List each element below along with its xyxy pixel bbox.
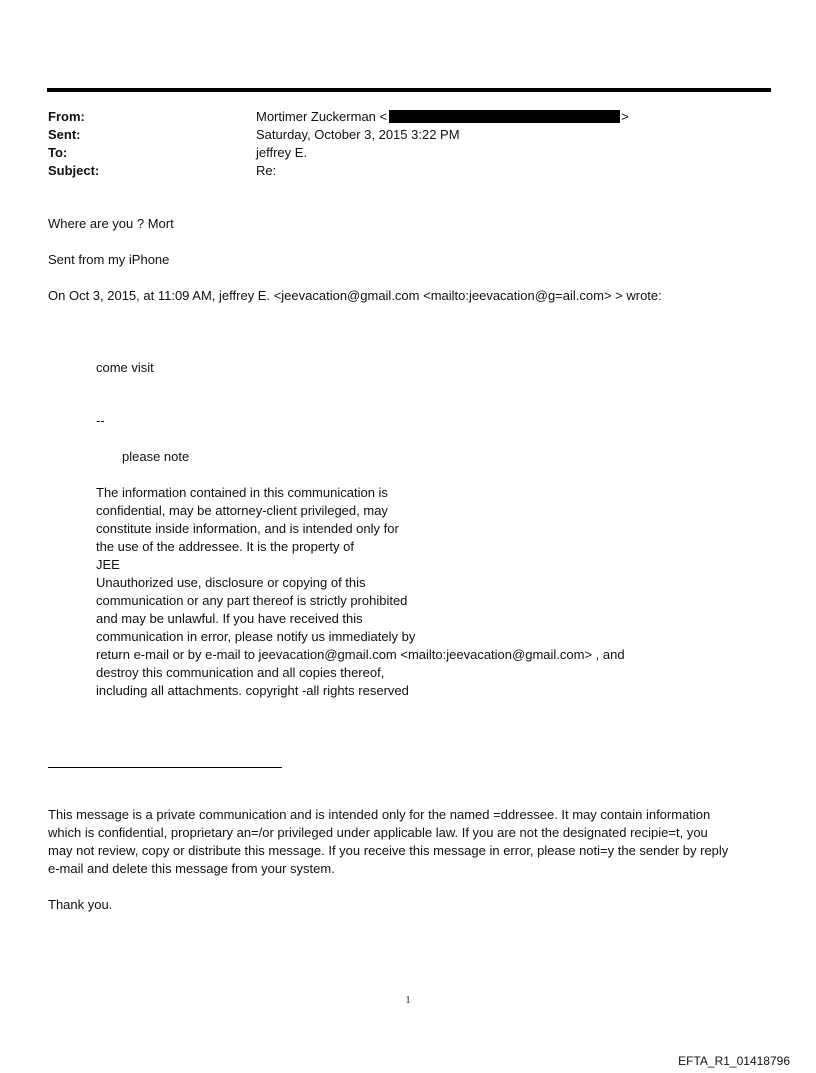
quote-intro: On Oct 3, 2015, at 11:09 AM, jeffrey E. <jeevacation@gmail.com <mailto:jeevacation@g=ail.com> > wrote: <box>48 288 662 303</box>
from-value <box>256 108 629 126</box>
quoted-message: come visit <box>96 360 154 375</box>
body-line-2: Sent from my iPhone <box>48 252 170 267</box>
header-rule <box>47 88 771 92</box>
disclaimer-line: return e-mail or by e-mail to jeevacation@gmail.com <mailto:jeevacation@gmail.com> , and <box>96 647 625 662</box>
document-id: EFTA_R1_01418796 <box>678 1054 790 1068</box>
footer-line: This message is a private communication and is intended only for the named =ddressee. It may contain information <box>48 807 711 822</box>
to-label: To: <box>48 145 68 160</box>
sent-label: Sent: <box>48 127 81 142</box>
disclaimer-line: communication or any part thereof is strictly prohibited <box>96 593 408 608</box>
footer-thanks: Thank you. <box>48 897 113 912</box>
disclaimer-line: JEE <box>96 557 120 572</box>
confidentiality-disclaimer <box>96 484 625 700</box>
footer-line: may not review, copy or distribute this message. If you receive this message in error, please noti=y the sender by reply <box>48 843 729 858</box>
footer-separator <box>48 767 282 768</box>
footer-line: e-mail and delete this message from your system. <box>48 861 335 876</box>
subject-label: Subject: <box>48 163 100 178</box>
sent-value: Saturday, October 3, 2015 3:22 PM <box>256 127 460 142</box>
body-line-1: Where are you ? Mort <box>48 216 174 231</box>
disclaimer-line: The information contained in this communication is <box>96 485 388 500</box>
to-value: jeffrey E. <box>256 145 308 160</box>
disclaimer-line: destroy this communication and all copies thereof, <box>96 665 385 680</box>
disclaimer-line: Unauthorized use, disclosure or copying of this <box>96 575 366 590</box>
disclaimer-line: and may be unlawful. If you have received this <box>96 611 363 626</box>
footer-line: which is confidential, proprietary an=/or privileged under applicable law. If you are not the designated recipie=t, you <box>48 825 708 840</box>
from-label: From: <box>48 109 85 124</box>
disclaimer-line: including all attachments. copyright -all rights reserved <box>96 683 409 698</box>
subject-value: Re: <box>256 163 277 178</box>
footer-notice <box>48 806 728 914</box>
disclaimer-line: constitute inside information, and is intended only for <box>96 521 399 536</box>
please-note: please note <box>122 449 190 464</box>
page-number: 1 <box>405 995 411 1006</box>
disclaimer-line: the use of the addressee. It is the property of <box>96 539 354 554</box>
from-name: Mortimer Zuckerman < <box>256 109 388 124</box>
signature-dashes: -- <box>96 413 105 428</box>
disclaimer-line: communication in error, please notify us immediately by <box>96 629 416 644</box>
disclaimer-line: confidential, may be attorney-client privileged, may <box>96 503 388 518</box>
redaction-bar <box>389 110 620 123</box>
from-close: > <box>621 109 629 124</box>
